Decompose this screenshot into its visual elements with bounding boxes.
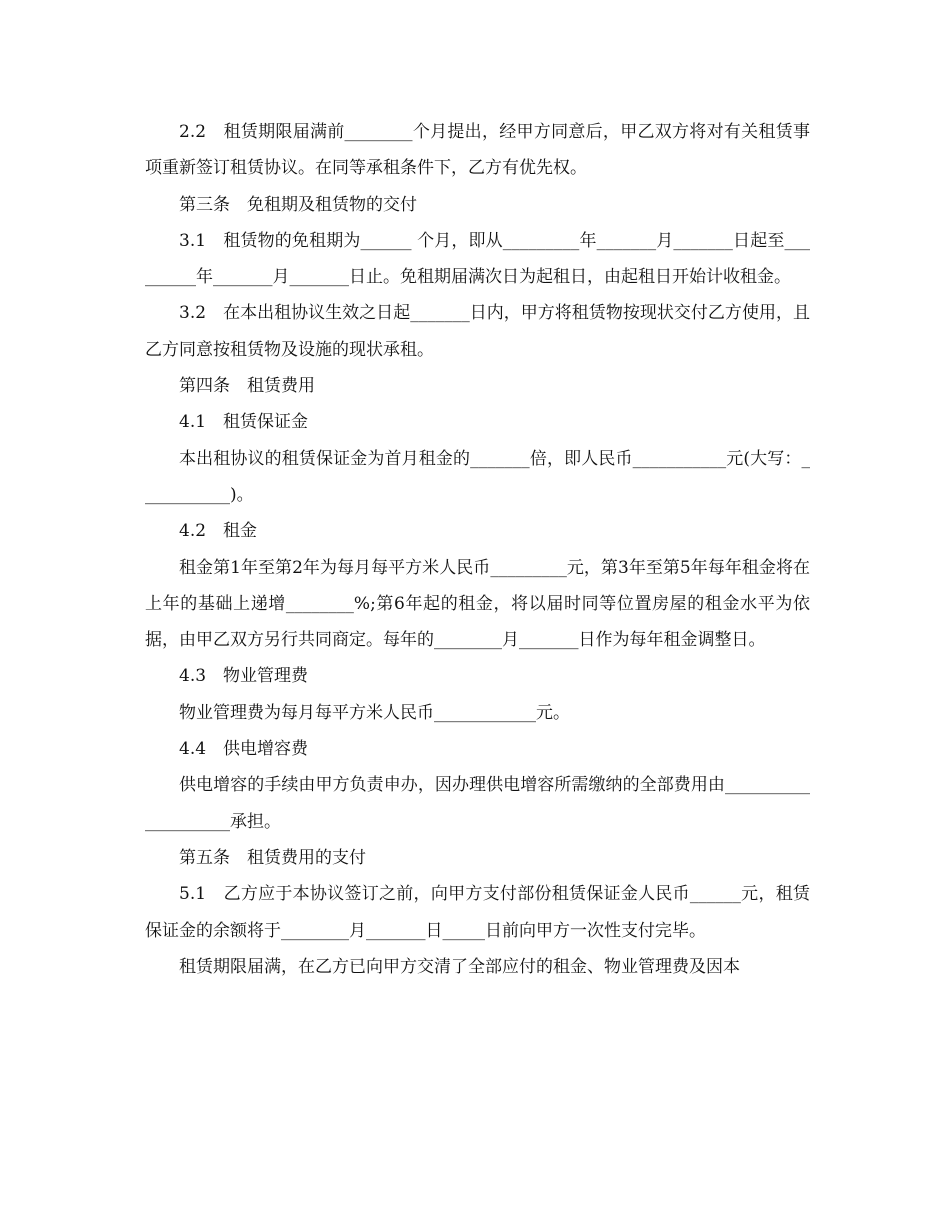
clause-3-1: 3.1 租赁物的免租期为______ 个月，即从_________年_______月_______日起至_________年_______月_______日止。免租期届满次日为起租日，由起租日开始计收租金。 bbox=[145, 230, 810, 288]
article-4-heading: 第四条 租赁费用 bbox=[179, 376, 315, 397]
document-body bbox=[145, 114, 810, 985]
clause-5-2-partial: 租赁期限届满，在乙方已向甲方交清了全部应付的租金、物业管理费及因本 bbox=[179, 956, 740, 977]
clause-3-2: 3.2 在本出租协议生效之日起_______日内，甲方将租赁物按现状交付乙方使用，且乙方同意按租赁物及设施的现状承租。 bbox=[145, 303, 810, 360]
clause-4-4-text: 供电增容的手续由甲方负责申办，因办理供电增容所需缴纳的全部费用由____________________承担。 bbox=[145, 775, 810, 832]
clause-5-1: 5.1 乙方应于本协议签订之前，向甲方支付部份租赁保证金人民币______元，租赁保证金的余额将于________月_______日_____日前向甲方一次性支付完毕。 bbox=[145, 884, 810, 941]
clause-4-1-text: 本出租协议的租赁保证金为首月租金的_______倍，即人民币___________元(大写：___________)。 bbox=[145, 448, 810, 505]
article-5-heading: 第五条 租赁费用的支付 bbox=[179, 847, 366, 868]
clause-2-2: 2.2 租赁期限届满前________个月提出，经甲方同意后，甲乙双方将对有关租赁事项重新签订租赁协议。在同等承租条件下，乙方有优先权。 bbox=[145, 122, 810, 179]
clause-4-2-text: 租金第1年至第2年为每月每平方米人民币_________元，第3年至第5年每年租金将在上年的基础上递增________%;第6年起的租金，将以届时同等位置房屋的租金水平为依据，由甲乙双方另行共同商定。每年的________月_______日作为每年租金调整日。 bbox=[145, 557, 810, 651]
clause-4-3-heading: 4.3 物业管理费 bbox=[179, 666, 309, 687]
clause-4-2-heading: 4.2 租金 bbox=[179, 521, 258, 542]
article-3-heading: 第三条 免租期及租赁物的交付 bbox=[179, 194, 417, 215]
clause-4-4-heading: 4.4 供电增容费 bbox=[179, 739, 309, 760]
clause-4-1-heading: 4.1 租赁保证金 bbox=[179, 412, 309, 433]
clause-4-3-text: 物业管理费为每月每平方米人民币____________元。 bbox=[179, 702, 570, 723]
